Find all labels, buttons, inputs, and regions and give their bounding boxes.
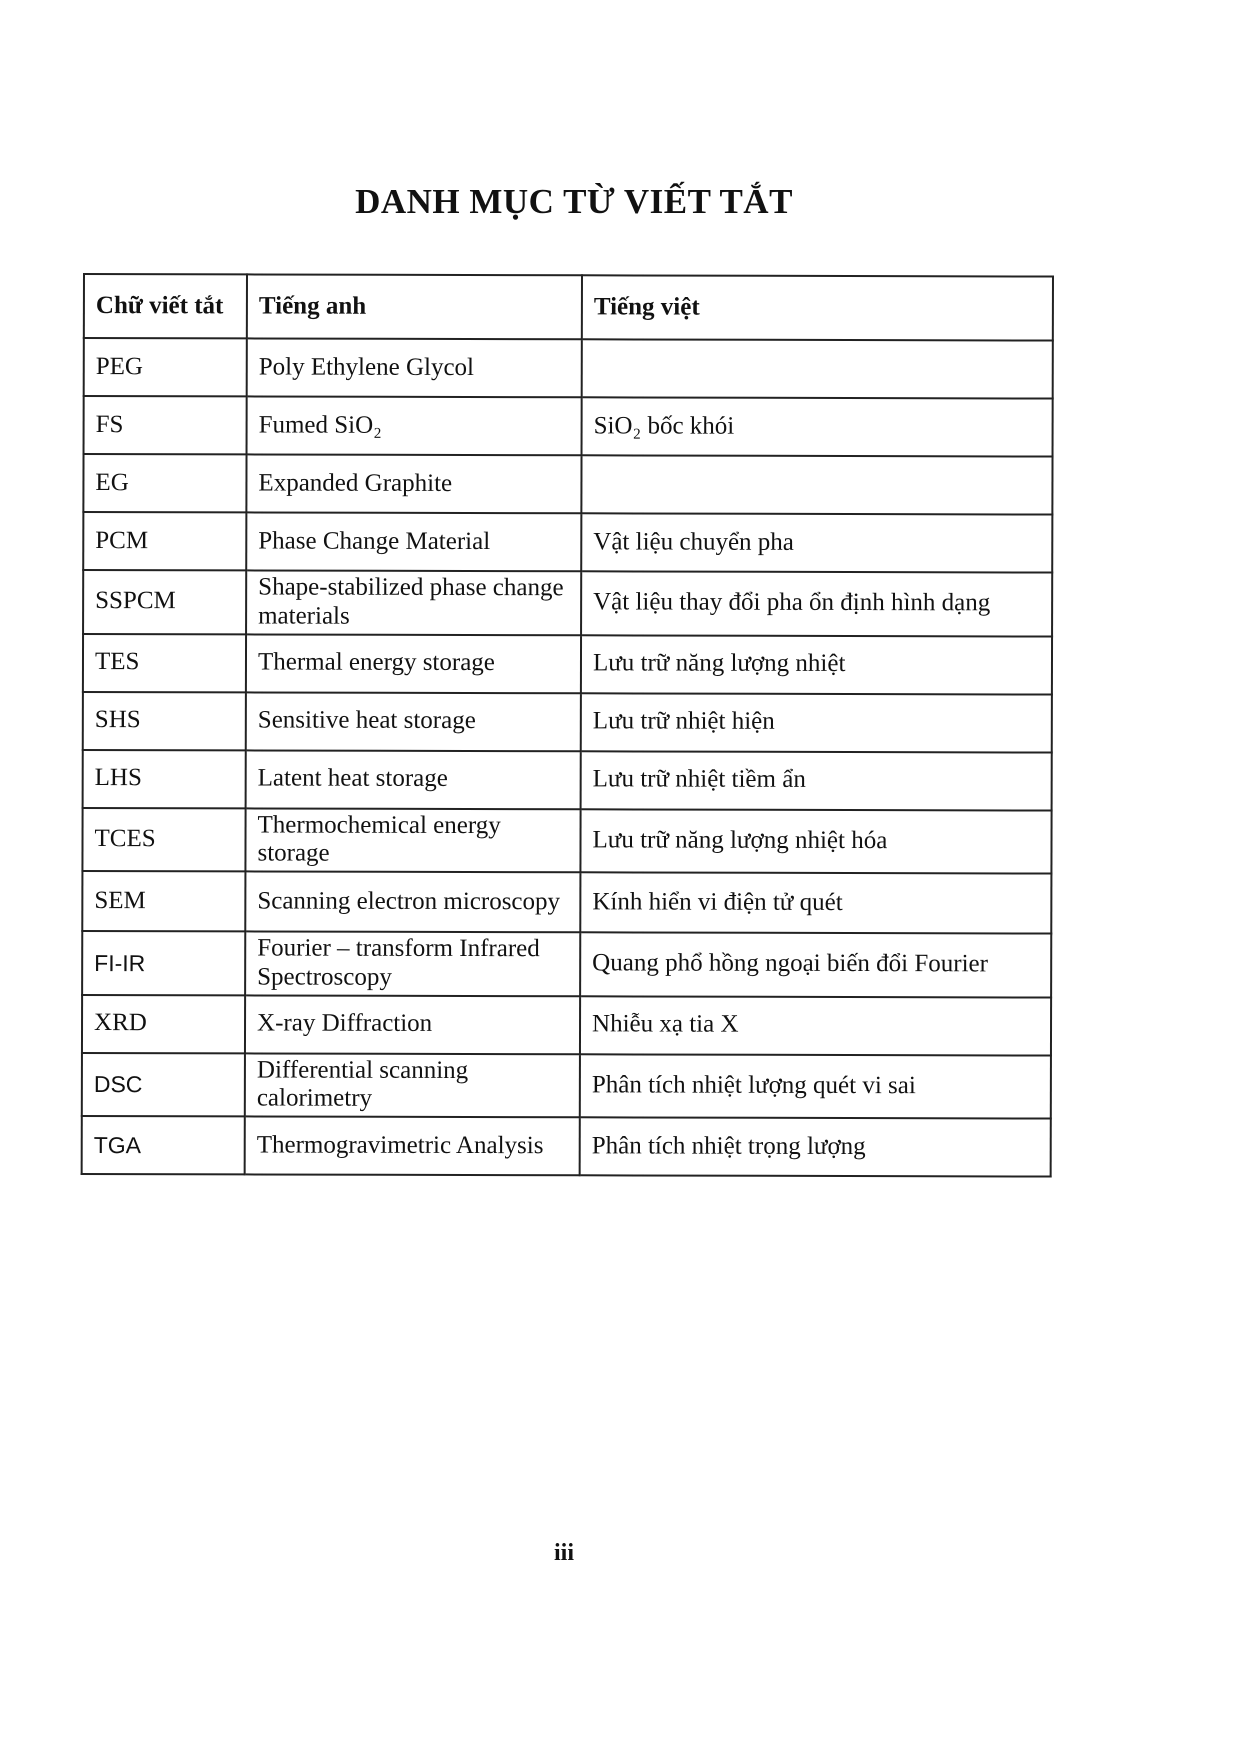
cell-english: Fumed SiO₂ xyxy=(247,396,582,455)
cell-english: Thermochemical energy storage xyxy=(245,808,580,872)
cell-abbreviation: LHS xyxy=(83,750,246,808)
cell-vietnamese xyxy=(582,339,1053,398)
cell-abbreviation: FS xyxy=(84,396,247,454)
cell-vietnamese xyxy=(581,455,1052,514)
table-row xyxy=(83,570,1052,636)
table-row xyxy=(82,1053,1051,1119)
cell-vietnamese: Lưu trữ năng lượng nhiệt hóa xyxy=(580,809,1051,874)
cell-english: X-ray Diffraction xyxy=(245,995,580,1054)
cell-english: Sensitive heat storage xyxy=(246,692,581,751)
cell-abbreviation: TES xyxy=(83,634,246,692)
cell-abbreviation: SHS xyxy=(83,692,246,750)
table-row xyxy=(82,808,1051,874)
abbreviation-table-container xyxy=(81,273,1052,1178)
cell-vietnamese: Quang phổ hồng ngoại biến đổi Fourier xyxy=(580,932,1051,997)
cell-abbreviation: XRD xyxy=(82,995,245,1053)
cell-vietnamese: Vật liệu chuyển pha xyxy=(581,513,1052,572)
cell-vietnamese: Nhiễu xạ tia X xyxy=(580,996,1051,1055)
cell-vietnamese: Lưu trữ năng lượng nhiệt xyxy=(581,635,1052,694)
cell-vietnamese: Phân tích nhiệt lượng quét vi sai xyxy=(580,1054,1051,1119)
abbreviation-table xyxy=(81,273,1054,1178)
cell-english: Differential scanning calorimetry xyxy=(245,1053,580,1117)
table-row xyxy=(83,454,1052,515)
cell-abbreviation: SEM xyxy=(82,871,245,931)
header-abbreviation: Chữ viết tắt xyxy=(84,274,247,338)
cell-vietnamese: Vật liệu thay đổi pha ổn định hình dạng xyxy=(581,571,1052,636)
cell-english: Expanded Graphite xyxy=(246,454,581,513)
cell-english: Thermal energy storage xyxy=(246,634,581,693)
cell-abbreviation: PEG xyxy=(84,338,247,396)
cell-abbreviation: EG xyxy=(83,454,246,512)
cell-abbreviation: TGA xyxy=(82,1116,245,1174)
cell-english: Shape-stabilized phase change materials xyxy=(246,570,581,634)
table-row xyxy=(84,338,1053,399)
cell-vietnamese: Lưu trữ nhiệt tiềm ẩn xyxy=(581,751,1052,810)
cell-english: Poly Ethylene Glycol xyxy=(247,338,582,397)
table-row xyxy=(82,931,1051,997)
cell-vietnamese: Lưu trữ nhiệt hiện xyxy=(581,693,1052,752)
table-row xyxy=(84,396,1053,457)
cell-abbreviation: FI-IR xyxy=(82,931,245,995)
cell-english: Thermogravimetric Analysis xyxy=(245,1116,580,1175)
table-row xyxy=(83,692,1052,753)
cell-english: Latent heat storage xyxy=(246,750,581,809)
cell-vietnamese: SiO₂ bốc khói xyxy=(582,397,1053,456)
cell-abbreviation: PCM xyxy=(83,512,246,570)
cell-abbreviation: SSPCM xyxy=(83,570,246,634)
page-title: DANH MỤC TỪ VIẾT TẮT xyxy=(355,182,793,221)
table-row xyxy=(83,634,1052,695)
table-row xyxy=(82,995,1051,1056)
table-row xyxy=(83,750,1052,811)
cell-abbreviation: DSC xyxy=(82,1053,245,1117)
table-header-row xyxy=(84,274,1053,341)
cell-english: Scanning electron microscopy xyxy=(245,871,580,932)
cell-english: Phase Change Material xyxy=(246,512,581,571)
cell-vietnamese: Kính hiển vi điện tử quét xyxy=(580,872,1051,933)
table-row xyxy=(82,871,1051,934)
cell-abbreviation: TCES xyxy=(82,808,245,872)
page-number: iii xyxy=(553,1540,574,1566)
header-vietnamese: Tiếng việt xyxy=(582,275,1053,340)
table-row xyxy=(83,512,1052,573)
table-row xyxy=(82,1116,1051,1177)
header-english: Tiếng anh xyxy=(247,274,582,339)
cell-vietnamese: Phân tích nhiệt trọng lượng xyxy=(580,1117,1051,1176)
cell-english: Fourier – transform Infrared Spectroscopy xyxy=(245,931,580,995)
